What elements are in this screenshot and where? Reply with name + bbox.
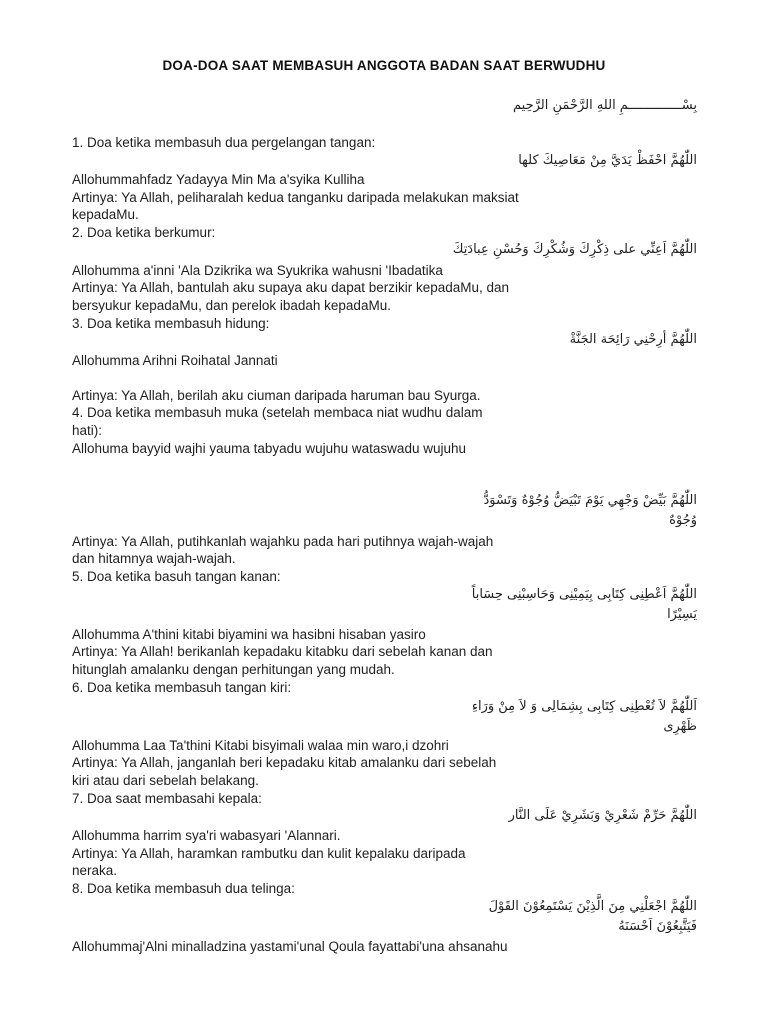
section-5-arabic: اللّٰهُمَّ اَعْطِنِى كِتَابِى بِيَمِيْنِى وَحَاسِبْنِى حِسَاباً xyxy=(471,587,697,602)
section-4-heading: 4. Doa ketika membasuh muka (setelah membaca niat wudhu dalam xyxy=(72,405,483,420)
document-title: DOA-DOA SAAT MEMBASUH ANGGOTA BADAN SAAT BERWUDHU xyxy=(162,58,606,73)
section-8-arabic: اللّٰهُمَّ اجْعَلْنِي مِنَ الَّذِيْنَ يَسْتَمِعُوْنَ القَوْلَ xyxy=(488,899,697,914)
section-6-meaning-cont: kiri atau dari sebelah belakang. xyxy=(72,773,259,788)
section-2-latin: Allohumma a'inni 'Ala Dzikrika wa Syukrika wahusni 'Ibadatika xyxy=(72,263,443,278)
section-8-latin: Allohummaj'Alni minalladzina yastami'unal Qoula fayattabi'una ahsanahu xyxy=(72,939,508,954)
basmalah: بِسْــــــــــــــمِ اللهِ الرَّحْمَنِ الرَّحِيم xyxy=(513,98,697,113)
section-3-arabic: اللّٰهُمَّ أرِحْنِي رَائِحَة الجَنَّةْ xyxy=(569,332,697,347)
section-1-latin: Allohummahfadz Yadayya Min Ma a'syika Kulliha xyxy=(72,172,365,187)
section-2-meaning-cont: bersyukur kepadaMu, dan perelok ibadah kepadaMu. xyxy=(72,298,391,313)
section-5-latin: Allohumma A'thini kitabi biyamini wa hasibni hisaban yasiro xyxy=(72,627,426,642)
section-2-heading: 2. Doa ketika berkumur: xyxy=(72,225,216,240)
section-7-latin: Allohumma harrim sya'ri wabasyari 'Alannari. xyxy=(72,828,341,843)
section-2-arabic: اللّٰهُمَّ اَعِنِّي على ذِكْرِكَ وَشُكْرِكَ وَحُسْنِ عِبادَتِكَ xyxy=(452,242,697,257)
section-1-heading: 1. Doa ketika membasuh dua pergelangan tangan: xyxy=(72,135,376,150)
section-5-meaning: Artinya: Ya Allah! berikanlah kepadaku kitabku dari sebelah kanan dan xyxy=(72,644,493,659)
section-6-latin: Allohumma Laa Ta'thini Kitabi bisyimali walaa min waro,i dzohri xyxy=(72,738,449,753)
section-5-arabic-cont: يَسِيْرًا xyxy=(667,607,697,622)
section-4-meaning-cont: dan hitamnya wajah-wajah. xyxy=(72,551,236,566)
section-3-latin: Allohumma Arihni Roihatal Jannati xyxy=(72,353,278,368)
section-8-arabic-cont: فَيَتَّبِعُوْنَ اَحْسَنَهُ xyxy=(618,919,697,934)
section-1-meaning: Artinya: Ya Allah, peliharalah kedua tanganku daripada melakukan maksiat xyxy=(72,190,519,205)
section-4-arabic: اللّٰهُمَّ بَيِّضْ وَجْهِي يَوْمَ تَبْيَضُّ وُجُوْهٌ وَتَسْوَدُّ xyxy=(483,493,697,508)
section-6-meaning: Artinya: Ya Allah, janganlah beri kepadaku kitab amalanku dari sebelah xyxy=(72,755,497,770)
section-4-meaning: Artinya: Ya Allah, putihkanlah wajahku pada hari putihnya wajah-wajah xyxy=(72,534,494,549)
section-2-meaning: Artinya: Ya Allah, bantulah aku supaya aku dapat berzikir kepadaMu, dan xyxy=(72,280,510,295)
section-6-arabic-cont: ظَهْرِى xyxy=(663,719,697,734)
section-4-arabic-cont: وُجُوْهٌ xyxy=(669,513,697,528)
section-8-heading: 8. Doa ketika membasuh dua telinga: xyxy=(72,881,295,896)
section-1-meaning-cont: kepadaMu. xyxy=(72,207,139,222)
section-4-latin: Allohuma bayyid wajhi yauma tabyadu wujuhu wataswadu wujuhu xyxy=(72,441,466,456)
section-7-arabic: اللّٰهُمَّ حَرِّمْ شَعْرِيْ وَبَشَرِيْ عَلَى النَّار xyxy=(508,808,697,823)
section-5-heading: 5. Doa ketika basuh tangan kanan: xyxy=(72,569,281,584)
section-3-meaning: Artinya: Ya Allah, berilah aku ciuman daripada haruman bau Syurga. xyxy=(72,388,481,403)
section-6-heading: 6. Doa ketika membasuh tangan kiri: xyxy=(72,680,292,695)
section-6-arabic: اَللّٰهُمَّ لاَ تُعْطِنِى كِتَابِى بِشِمَالِى وَ لاَ مِنْ وَرَاءِ xyxy=(471,699,697,714)
section-1-arabic: اللّٰهُمَّ احْفَظْ يَدَيَّ مِنْ مَعَاصِيكَ كلها xyxy=(518,153,697,168)
section-7-heading: 7. Doa saat membasahi kepala: xyxy=(72,791,262,806)
section-5-meaning-cont: hitunglah amalanku dengan perhitungan yang mudah. xyxy=(72,662,395,677)
section-3-heading: 3. Doa ketika membasuh hidung: xyxy=(72,316,270,331)
section-4-heading-cont: hati): xyxy=(72,423,103,438)
section-7-meaning: Artinya: Ya Allah, haramkan rambutku dan kulit kepalaku daripada xyxy=(72,846,466,861)
section-7-meaning-cont: neraka. xyxy=(72,863,118,878)
